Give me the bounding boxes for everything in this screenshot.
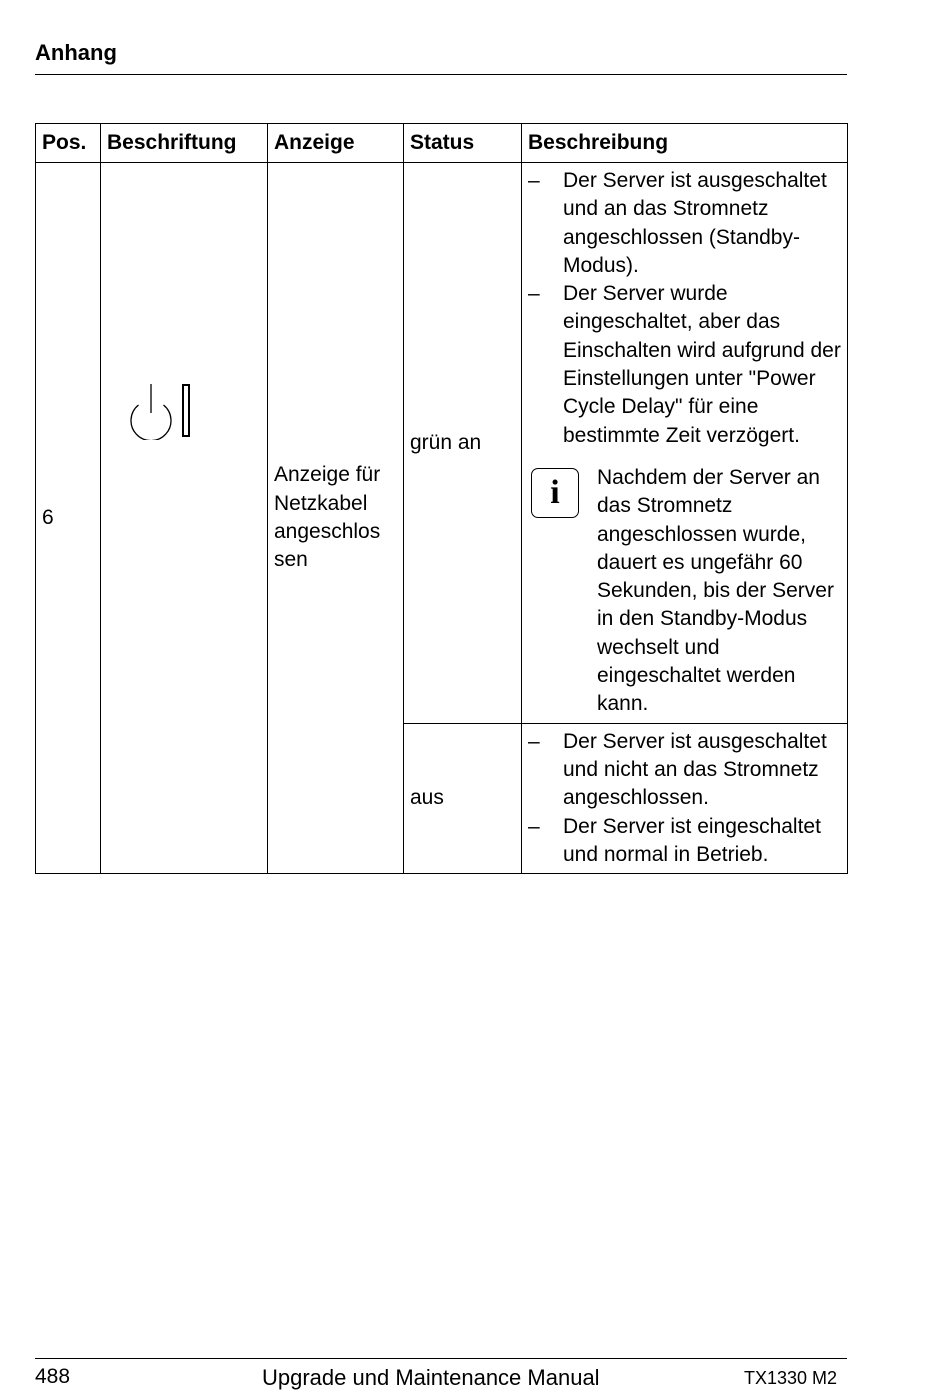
- footer-divider: [35, 1358, 847, 1359]
- table-row: [36, 163, 848, 724]
- list-item: – Der Server ist eingeschaltet und normal in Betrieb.: [528, 813, 841, 870]
- column-header-label: Beschriftung: [101, 124, 268, 163]
- description-cell: [522, 723, 848, 873]
- description-list: [528, 167, 841, 450]
- display-cell: Anzeige für Netzkabel angeschlos sen: [268, 163, 404, 874]
- power-button-led-icon: [129, 382, 195, 440]
- section-title: Anhang: [35, 40, 117, 65]
- status-cell: grün an: [404, 163, 522, 724]
- column-header-status: Status: [404, 124, 522, 163]
- info-note: [528, 464, 841, 719]
- pos-cell: 6: [36, 163, 101, 874]
- list-item: – Der Server ist ausgeschaltet und nicht an das Stromnetz angeschlossen.: [528, 728, 841, 813]
- description-cell: [522, 163, 848, 724]
- table-header-row: [36, 124, 848, 163]
- status-cell: aus: [404, 723, 522, 873]
- list-item: – Der Server wurde eingeschaltet, aber das Einschalten wird aufgrund der Einstellungen unter "Power Cycle Delay" für eine bestimmte Zeit verzögert.: [528, 280, 841, 450]
- description-list: [528, 728, 841, 869]
- page-number: 488: [35, 1365, 71, 1388]
- column-header-description: Beschreibung: [522, 124, 848, 163]
- manual-title: Upgrade und Maintenance Manual: [262, 1365, 600, 1390]
- column-header-display: Anzeige: [268, 124, 404, 163]
- model-name: TX1330 M2: [744, 1368, 838, 1388]
- column-header-pos: Pos.: [36, 124, 101, 163]
- label-cell: [101, 163, 268, 874]
- list-item: – Der Server ist ausgeschaltet und an das Stromnetz angeschlossen (Standby-Modus).: [528, 167, 841, 280]
- led-table: [35, 123, 848, 874]
- info-icon: i: [531, 468, 579, 518]
- header-divider: [35, 74, 847, 75]
- info-note-text: Nachdem der Server an das Stromnetz angeschlossen wurde, dauert es ungefähr 60 Sekunden, bis der Server in den Standby-Modus wechselt und eingeschaltet werden kann.: [597, 465, 834, 716]
